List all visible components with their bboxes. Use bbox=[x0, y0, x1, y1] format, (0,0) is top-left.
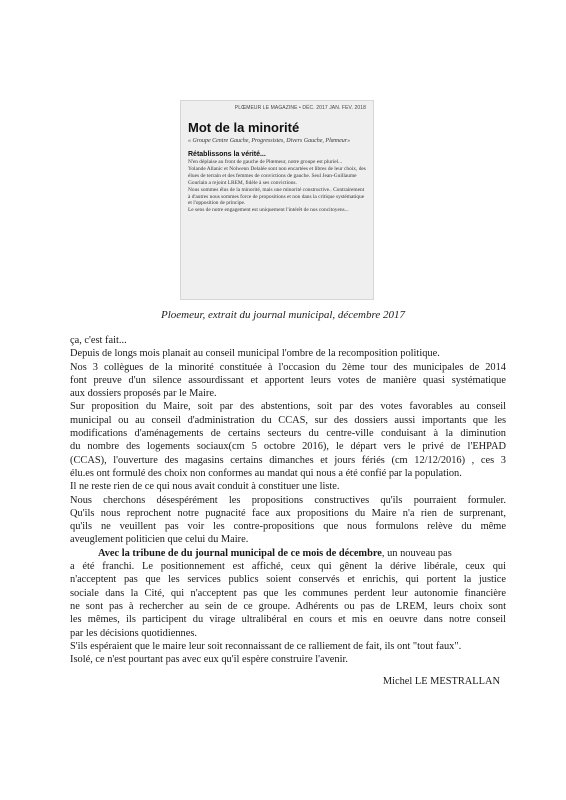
article-line: modifications d'aménagements de certains secteurs du centre-ville conduisant à la diminution bbox=[70, 428, 506, 440]
clipping-body bbox=[188, 159, 366, 214]
article-line: du nombre des logements sociaux(cm 5 octobre 2016), le départ vers le privé de l'EHPAD bbox=[70, 441, 506, 453]
article-line: qu'ils ne veuillent pas voir les contre-propositions que nous formulons relève du même bbox=[70, 521, 506, 533]
article-line: Depuis de longs mois planait au conseil municipal l'ombre de la recomposition politique. bbox=[70, 348, 440, 360]
article-line: Nos 3 collègues de la minorité constituée à l'occasion du 2ème tour des municipales de 2014 bbox=[70, 361, 506, 373]
article-line: aux dossiers proposés par le Maire. bbox=[70, 388, 217, 400]
article-line: n'acceptent pas que les services publics soient conservés et enrichis, qui portent la justice bbox=[70, 574, 506, 586]
article-line: par les décisions quotidiennes. bbox=[70, 627, 197, 639]
clipping-paragraph: Yolande Allanic et Nolwenn Delalée sont non encartées et libres de leur choix, des élues de terrain et des femmes de convictions de gauche. Seul Jean-Guillaume Gourlain a rejoint LREM, fidèle à ses convictions. bbox=[188, 165, 366, 186]
article-bold-rest: , un nouveau pas bbox=[381, 547, 452, 559]
article-line: Sur proposition du Maire, soit par des abstentions, soit par des votes favorables au conseil bbox=[70, 401, 506, 413]
article-line: (CCAS), l'ouverture des magasins certains dimanches et jours fériés (cm 12/12/2016) , ces 3 bbox=[70, 454, 506, 466]
article-line: Isolé, ce n'est pourtant pas avec eux qu'il espère construire l'avenir. bbox=[70, 654, 348, 666]
article-line: aveuglement politicien que celui du Maire. bbox=[70, 534, 249, 546]
article-line: les mêmes, ils participent du virage ultralibéral en cours et mis en oeuvre dans notre conseil bbox=[70, 614, 506, 626]
article-bold-intro: Avec la tribune de du journal municipal de ce mois de décembre bbox=[98, 547, 382, 559]
author-signature: Michel LE MESTRALLAN bbox=[382, 676, 500, 687]
article-line: Il ne reste rien de ce qui nous avait conduit à constituer une liste. bbox=[70, 481, 340, 493]
newspaper-clipping bbox=[180, 100, 374, 300]
clipping-subtitle: « Groupe Centre Gauche, Progressistes, Divers Gauche, Plœmeur» bbox=[188, 138, 351, 144]
article-line: Qu'ils nous reprochent notre pugnacité face aux propositions du Maire n'a rien de surprenant, bbox=[70, 507, 506, 519]
article-line: ça, c'est fait... bbox=[70, 335, 127, 346]
article-bold-line bbox=[70, 547, 506, 560]
clipping-title: Mot de la minorité bbox=[188, 120, 300, 135]
article-line: a été franchi. Le positionnement est affiché, ceux qui gênent la dérive libérale, ceux qui bbox=[70, 561, 506, 573]
article-line: sociale dans la Cité, qui n'acceptent pas que les communes perdent leur autonomie financière bbox=[70, 587, 506, 599]
article-line: ne sont pas à rechercher au sein de ce groupe. Adhérents ou pas de LREM, leurs choix sont bbox=[70, 600, 506, 612]
article-line: font preuve d'un silence assourdissant et apportent leurs votes de manière quasi systématique bbox=[70, 374, 506, 386]
article-line: S'ils espéraient que le maire leur soit reconnaissant de ce ralliement de fait, ils ont "tout faux". bbox=[70, 640, 462, 652]
article-line: élu.es ont formulé des choix non conformes au mandat qui nous a été confié par la population. bbox=[70, 467, 462, 479]
article-body bbox=[70, 334, 506, 666]
clipping-caption: Ploemeur, extrait du journal municipal, décembre 2017 bbox=[161, 309, 405, 321]
clipping-paragraph: Le sens de notre engagement est uniquement l'intérêt de nos concitoyens... bbox=[188, 207, 349, 214]
clipping-heading: Rétablissons la vérité... bbox=[188, 151, 266, 158]
article-line: Nous cherchons désespérément les propositions constructives qu'ils pourraient formuler. bbox=[70, 494, 506, 506]
clipping-paragraph: N'en déplaise au front de gauche de Plœmeur, notre groupe est pluriel... bbox=[188, 159, 343, 165]
article-line: municipal ou au conseil d'administration du CCAS, sur des dossiers aussi importants que les bbox=[70, 414, 506, 426]
clipping-paragraph: Nous sommes élus de la minorité, mais une minorité constructive.. Contrairement à d'autres nous sommes force de propositions et non dans la critique systématique et l'opposition de principe. bbox=[188, 186, 365, 207]
clipping-header: PLŒMEUR LE MAGAZINE • DÉC. 2017 JAN. FEV. 2018 bbox=[234, 105, 366, 111]
